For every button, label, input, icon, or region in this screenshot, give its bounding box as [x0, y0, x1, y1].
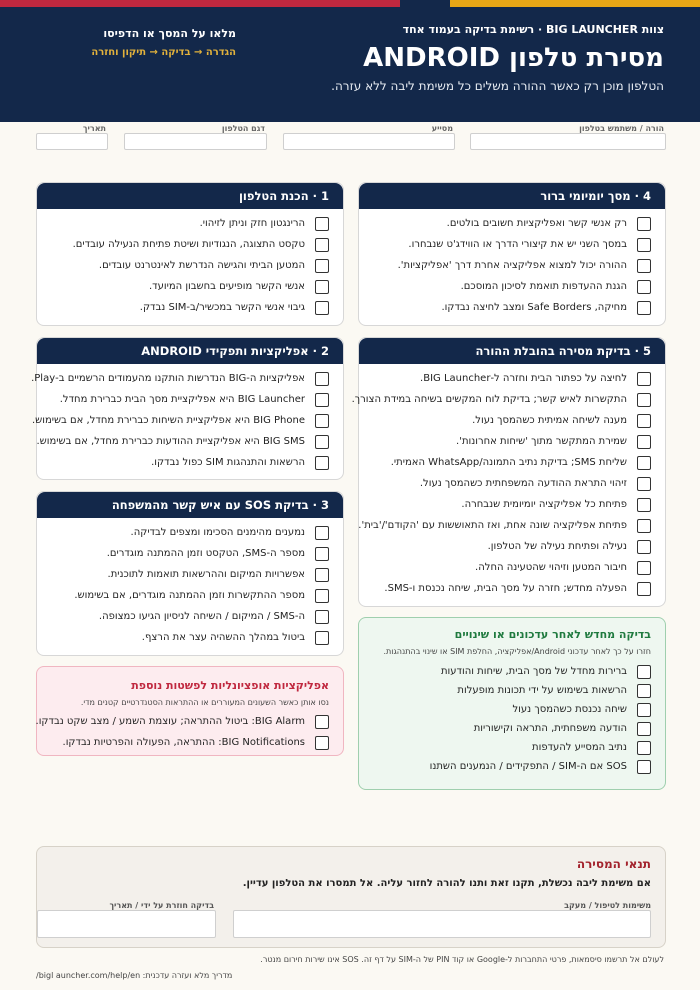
checkbox[interactable] — [637, 217, 651, 231]
checklist-item-label: ה-SMS / המיקום / השיחה לניסיון הגיעו כמצופה. — [98, 611, 305, 622]
checkbox[interactable] — [637, 498, 651, 512]
section-5-title: 5 · בדיקת מסירה בהובלת ההורה — [359, 338, 665, 364]
checklist-item — [37, 213, 343, 234]
checklist-item-label: לחיצה על כפתור הבית וחזרה ל-BIG Launcher. — [420, 373, 627, 384]
checklist-item-label: שמירת המתקשר מתוך 'שיחות אחרונות'. — [456, 436, 627, 447]
checklist-item — [359, 276, 665, 297]
checklist-item — [359, 578, 665, 599]
checklist-item — [351, 389, 665, 410]
checklist-item-label: ההורה יכול למצוא אפליקציה אחרת דרך 'אפליקציות'. — [397, 260, 627, 271]
checklist-item — [37, 543, 343, 564]
helper-field[interactable] — [283, 133, 455, 150]
section-2-card — [31, 337, 344, 480]
checklist-item-label: פתיחת כל אפליקציה יומיומית שנבחרה. — [461, 499, 627, 510]
checklist-item — [37, 276, 343, 297]
checkbox[interactable] — [637, 414, 651, 428]
checklist-item — [359, 757, 665, 776]
checkbox[interactable] — [637, 280, 651, 294]
checklist-item — [37, 711, 343, 732]
checklist-item — [37, 234, 343, 255]
checklist-item — [359, 662, 665, 681]
checkbox[interactable] — [637, 540, 651, 554]
checklist-item — [359, 536, 665, 557]
checklist-item — [37, 732, 343, 753]
checklist-item-label: חיבור המטען וזיהוי שהטעינה החלה. — [475, 562, 627, 573]
checkbox[interactable] — [315, 568, 329, 582]
checklist-item-label: הרשאות בשימוש על ידי תכונות מופעלות — [457, 685, 627, 696]
checkbox[interactable] — [637, 684, 651, 698]
checklist-item-label: שיחה נכנסת כשהמסך נעול — [512, 704, 627, 715]
checklist-item-label: התקשרות לאיש קשר; בדיקת לוח המקשים בשיחה במידת הצורך. — [351, 394, 627, 405]
checkbox[interactable] — [315, 526, 329, 540]
conditions-title: תנאי המסירה — [576, 857, 651, 871]
privacy-footnote: לעולם אל תרשמו סיסמאות, פרטי התחברות ל-Google או קוד PIN של ה-SIM על דף זה. SOS אינו שירות חירום מנטר. — [260, 955, 664, 964]
recheck-by-field[interactable] — [37, 910, 216, 938]
checkbox[interactable] — [315, 736, 329, 750]
checklist-item-label: BIG Phone היא אפליקציית השיחות כברירת מחדל, אם בשימוש. — [31, 415, 305, 426]
checklist-item — [359, 368, 665, 389]
date-label: תאריך — [82, 124, 106, 133]
checkbox[interactable] — [637, 760, 651, 774]
checklist-item-label: ברירות מחדל של מסך הבית, שיחות והודעות — [440, 666, 627, 677]
checkbox[interactable] — [637, 582, 651, 596]
checklist-item-label: המטען הביתי והגישה הנדרשת לאינטרנט עובדים. — [98, 260, 305, 271]
checklist-item-label: גיבוי אנשי הקשר במכשיר/ב-SIM נבדק. — [139, 302, 305, 313]
navy-stripe — [400, 0, 450, 7]
date-field[interactable] — [36, 133, 108, 150]
section-1-title: 1 · הכנת הטלפון — [37, 183, 343, 209]
checkbox[interactable] — [637, 519, 651, 533]
checklist-item-label: שליחת SMS; בדיקת נתיב התמונה/WhatsApp האמיתי. — [390, 457, 627, 468]
checklist-item-label: הפעלה מחדש; חזרה על מסך הבית, שיחה נכנסת ו-SMS. — [384, 583, 627, 594]
checklist-item-label: פתיחת אפליקציה שונה אחת, ואז התאוששות עם 'הקודם'/'בית'. — [358, 520, 627, 531]
checklist-item — [37, 522, 343, 543]
checkbox[interactable] — [637, 259, 651, 273]
checklist-item-label: מספר ההתקשרות וזמן ההמתנה מוגדרים, אם בשימוש. — [74, 590, 305, 601]
checklist-item — [37, 606, 343, 627]
helper-label: מסייע — [431, 124, 453, 133]
top-color-stripe — [0, 0, 700, 7]
checkbox[interactable] — [315, 393, 329, 407]
checklist-item-label: הרשאות והתנהגות SIM כפול נבדקו. — [151, 457, 305, 468]
checkbox[interactable] — [315, 414, 329, 428]
checkbox[interactable] — [637, 393, 651, 407]
help-footer: מדריך מלא ועזרה עדכנית: bigl auncher.com/help/en/ — [36, 971, 233, 980]
open-issues-label: משימות לטיפול / מעקב — [564, 901, 651, 910]
checklist-item-label: BIG Alarm: ביטול ההתראה; עוצמת השמע / מצב שקט נבדקו. — [35, 716, 305, 727]
checklist-item-label: רק אנשי קשר ואפליקציות חשובים בולטים. — [446, 218, 627, 229]
checklist-item-label: הודעה משפחתית, התראה וקישוריות — [473, 723, 627, 734]
page-title: מסירת טלפון ANDROID — [363, 43, 664, 73]
checkbox[interactable] — [315, 238, 329, 252]
checkbox[interactable] — [315, 217, 329, 231]
checklist-item-label: BIG Notifications: ההתראה, הפעולה והפרטיות נבדקו. — [62, 737, 305, 748]
checkbox[interactable] — [637, 665, 651, 679]
checklist-item — [359, 431, 665, 452]
conditions-text: אם משימת ליבה נכשלת, תקנו זאת ותנו להורה לחזור עליה. אל תמסרו את הטלפון עדיין. — [242, 878, 651, 889]
checkbox[interactable] — [637, 301, 651, 315]
checkbox[interactable] — [637, 561, 651, 575]
checklist-item-label: אנשי הקשר מופיעים בחשבון המיועד. — [148, 281, 305, 292]
handover-conditions — [36, 846, 666, 948]
checkbox[interactable] — [637, 435, 651, 449]
checklist-item — [359, 681, 665, 700]
recheck-note: חזרו על כך לאחר עדכוני Android/אפליקציה, החלפת SIM או שינוי בהתנהגות. — [383, 647, 651, 656]
checklist-item-label: מחיקה, Safe Borders ומצב לחיצה נבדקו. — [441, 302, 627, 313]
checklist-item-label: BIG Launcher היא אפליקציית מסך הבית כברירת מחדל. — [59, 394, 305, 405]
checklist-item — [359, 473, 665, 494]
checkbox[interactable] — [637, 477, 651, 491]
checklist-item-label: נעילה ופתיחת נעילה של הטלפון. — [487, 541, 627, 552]
checkbox[interactable] — [315, 259, 329, 273]
checkbox[interactable] — [315, 456, 329, 470]
checkbox[interactable] — [315, 610, 329, 624]
checklist-item-label: ביטול במהלך ההשהיה עצר את הרצף. — [141, 632, 305, 643]
checkbox[interactable] — [315, 301, 329, 315]
checklist-item-label: SOS אם ה-SIM / התפקידים / הנמענים השתנו — [429, 761, 627, 772]
checkbox[interactable] — [315, 547, 329, 561]
checklist-item — [37, 452, 343, 473]
checkbox[interactable] — [315, 589, 329, 603]
checklist-item — [37, 255, 343, 276]
checklist-item — [37, 431, 343, 452]
checklist-item — [359, 255, 665, 276]
flow-steps: הגדרה → בדיקה → תיקון וחזרה — [91, 47, 236, 58]
print-note: מלאו על המסך או הדפיסו — [103, 27, 236, 40]
checklist-item-label: זיהוי התראת ההודעה המשפחתית כשהמסך נעול. — [419, 478, 627, 489]
phone-model-field[interactable] — [124, 133, 267, 150]
parent-user-label: הורה / משתמש בטלפון — [579, 124, 664, 133]
checklist-item — [37, 627, 343, 648]
checkbox[interactable] — [637, 238, 651, 252]
checkbox[interactable] — [315, 435, 329, 449]
section-3-card — [36, 491, 344, 656]
checklist-item — [31, 368, 343, 389]
red-stripe — [0, 0, 400, 7]
checklist-item-label: הגנת ההעדפות תואמת לסיכון המוסכם. — [460, 281, 627, 292]
checkbox[interactable] — [637, 372, 651, 386]
recheck-card — [358, 617, 666, 790]
section-4-title: 4 · מסך יומיומי ברור — [359, 183, 665, 209]
checklist-item-label: מספר ה-SMS, הטקסט וזמן ההמתנה מוגדרים. — [106, 548, 305, 559]
checklist-item — [359, 213, 665, 234]
checklist-item — [37, 585, 343, 606]
section-3-title: 3 · בדיקת SOS עם איש קשר מהמשפחה — [37, 492, 343, 518]
section-2-title: 2 · אפליקציות ותפקידי ANDROID — [37, 338, 343, 364]
section-4-card — [358, 182, 666, 326]
checklist-item — [359, 234, 665, 255]
checkbox[interactable] — [315, 372, 329, 386]
checklist-item-label: BIG SMS היא אפליקציית ההודעות כברירת מחדל, אם בשימוש. — [36, 436, 305, 447]
checkbox[interactable] — [637, 722, 651, 736]
checkbox[interactable] — [637, 456, 651, 470]
checklist-item — [359, 297, 665, 318]
checklist-item-label: אפליקציות ה-BIG הנדרשות הותקנו מהעמודים הרשמיים ב-Play. — [31, 373, 305, 384]
checklist-item — [359, 515, 665, 536]
checklist-item — [37, 564, 343, 585]
checklist-item — [37, 389, 343, 410]
checklist-item — [31, 410, 343, 431]
checkbox[interactable] — [637, 741, 651, 755]
open-issues-field[interactable] — [233, 910, 651, 938]
checkbox[interactable] — [315, 280, 329, 294]
recheck-by-label: בדיקה חוזרת על ידי / תאריך — [109, 901, 214, 910]
phone-model-label: דגם הטלפון — [221, 124, 265, 133]
checklist-item-label: נמענים מהימנים הסכימו ומצפים לבדיקה. — [130, 527, 305, 538]
optional-apps-title: אפליקציות אופציונליות לפשטות נוספת — [131, 679, 329, 692]
page-header — [0, 7, 700, 122]
section-1-card — [36, 182, 344, 326]
checklist-item — [37, 297, 343, 318]
checklist-item — [359, 700, 665, 719]
checkbox[interactable] — [315, 715, 329, 729]
parent-user-field[interactable] — [470, 133, 666, 150]
checklist-item-label: אפשרויות המיקום וההרשאות תואמות לתוכנית. — [107, 569, 305, 580]
section-5-card — [351, 337, 666, 607]
checklist-item-label: במסך השני יש את קיצורי הדרך או הווידג'ט שנבחרו. — [408, 239, 627, 250]
page-subtitle: הטלפון מוכן רק כאשר ההורה משלים כל משימת ליבה ללא עזרה. — [331, 79, 664, 93]
checkbox[interactable] — [637, 703, 651, 717]
checklist-item — [359, 719, 665, 738]
checklist-item-label: הרינגטון חזק וניתן לזיהוי. — [199, 218, 305, 229]
checklist-item — [359, 452, 665, 473]
optional-apps-card — [36, 666, 344, 756]
optional-apps-note: נסו אותן כאשר השעונים המעוררים או ההתראות הסטנדרטיים קטנים מדי. — [80, 698, 329, 707]
header-kicker: צוות BIG LAUNCHER · רשימת בדיקה בעמוד אחד — [402, 23, 664, 36]
checklist-item-label: מענה לשיחה אמיתית כשהמסך נעול. — [472, 415, 627, 426]
checklist-item — [359, 410, 665, 431]
checklist-item-label: טקסט התצוגה, הנגודיות ושיטת פתיחת הנעילה עובדים. — [72, 239, 305, 250]
checkbox[interactable] — [315, 631, 329, 645]
checklist-item-label: נתיב המסייע להעדפות — [532, 742, 627, 753]
recheck-title: בדיקה מחדש לאחר עדכונים או שינויים — [454, 628, 651, 641]
checklist-item — [359, 557, 665, 578]
gold-stripe — [450, 0, 700, 7]
checklist-item — [359, 494, 665, 515]
checklist-item — [359, 738, 665, 757]
